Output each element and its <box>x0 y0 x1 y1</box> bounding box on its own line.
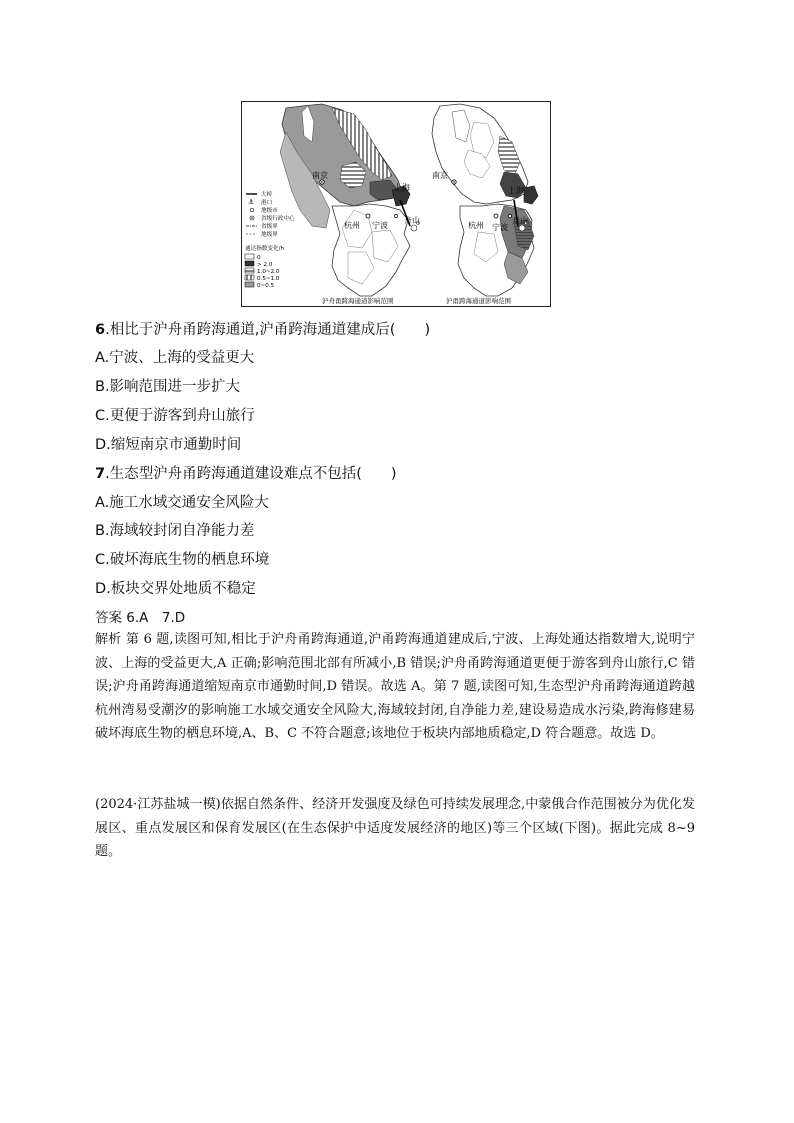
caption-right-map: 沪甬跨海通道影响范围 <box>446 297 511 305</box>
question-7-number: 7 <box>95 466 106 482</box>
question-6-option-b: B.影响范围进一步扩大 <box>95 379 241 395</box>
label-ningbo-left: 宁波 <box>372 221 388 230</box>
label-shanghai-left: 上海 <box>394 183 410 192</box>
question-6-text: .相比于沪舟甬跨海通道,沪甬跨海通道建成后( ) <box>105 322 431 338</box>
caption-left-map: 沪舟甬跨海通道影响范围 <box>322 297 394 305</box>
legend-provincial-capital: 省级行政中心 <box>261 216 295 222</box>
legend-provincial-border: 省级界 <box>261 224 278 230</box>
legend-range-0: 0 <box>257 255 261 261</box>
question-6-option-c: C.更便于游客到舟山旅行 <box>95 408 255 424</box>
label-nanjing-right: 南京 <box>432 171 448 180</box>
legend-prefecture-border: 地级界 <box>261 232 278 238</box>
left-map <box>280 104 420 305</box>
next-question-intro: (2024·江苏盐城一模)依据自然条件、经济开发强度及绿色可持续发展理念,中蒙俄合作范围被分为优化发展区、重点发展区和保育发展区(在生态保护中适度发展经济的地区)等三个区域(下图)。据此完成 8~9 题。 <box>95 797 695 859</box>
anchor-icon: ⚓ <box>248 198 255 206</box>
legend-port: 港口 <box>261 200 273 206</box>
question-6-option-d: D.缩短南京市通勤时间 <box>95 437 242 453</box>
legend-range-1-2: 1.0~2.0 <box>257 269 280 275</box>
map-illustration <box>242 102 550 306</box>
label-hangzhou-right: 杭州 <box>468 221 484 230</box>
legend-range-gt2: > 2.0 <box>257 262 273 268</box>
explanation-text: 第 6 题,读图可知,相比于沪舟甬跨海通道,沪甬跨海通道建成后,宁波、上海处通达指数增大,说明宁波、上海的受益更大,A 正确;影响范围北部有所减小,B 错误;沪舟甬跨海通道更便于游客到舟山旅行,C 错误;沪舟甬跨海通道缩短南京市通勤时间,D 错误。故选 A。第 7 题,读图可知,生态型沪舟甬跨海通道跨越杭州湾易受潮汐的影响施工水域交通安全风险大,海域较封闭,自净能力差,建设易造成水污染,跨海修建易破坏海底生物的栖息环境,A、B、C 不符合题意;该地位于板块内部地质稳定,D 符合题意。故选 D。 <box>95 632 695 741</box>
question-6-number: 6 <box>95 322 106 338</box>
legend-bridge: 大桥 <box>261 192 273 198</box>
question-7-option-a: A.施工水域交通安全风险大 <box>95 495 269 511</box>
question-7-option-b: B.海域较封闭自净能力差 <box>95 523 255 539</box>
label-nanjing-left: 南京 <box>312 171 328 180</box>
label-ningbo-right: 宁波 <box>492 223 508 232</box>
map-legend <box>245 190 295 289</box>
question-6-stem <box>95 318 430 339</box>
label-zhoushan-right: 舟山 <box>512 216 528 225</box>
right-map <box>432 104 538 305</box>
question-7-text: .生态型沪舟甬跨海通道建设难点不包括( ) <box>105 466 397 482</box>
legend-range-05-1: 0.5~1.0 <box>257 276 280 282</box>
question-7-stem <box>95 462 397 483</box>
question-7-option-d: D.板块交界处地质不稳定 <box>95 581 256 597</box>
map-figure <box>241 101 551 307</box>
question-6-option-a: A.宁波、上海的受益更大 <box>95 350 255 366</box>
question-7-option-c: C.破坏海底生物的栖息环境 <box>95 552 270 568</box>
explanation-paragraph <box>95 628 695 746</box>
answer-line: 答案 6.A 7.D <box>95 610 186 626</box>
legend-range-0-05: 0~0.5 <box>257 283 275 289</box>
legend-index-title: 通达指数变化/h <box>245 246 284 252</box>
explanation-label: 解析 <box>95 632 122 647</box>
label-hangzhou-left: 杭州 <box>344 221 360 230</box>
legend-prefecture-city: 地级市 <box>261 208 278 214</box>
label-shanghai-right: 上海 <box>508 186 524 195</box>
label-zhoushan-left: 舟山 <box>404 216 420 225</box>
